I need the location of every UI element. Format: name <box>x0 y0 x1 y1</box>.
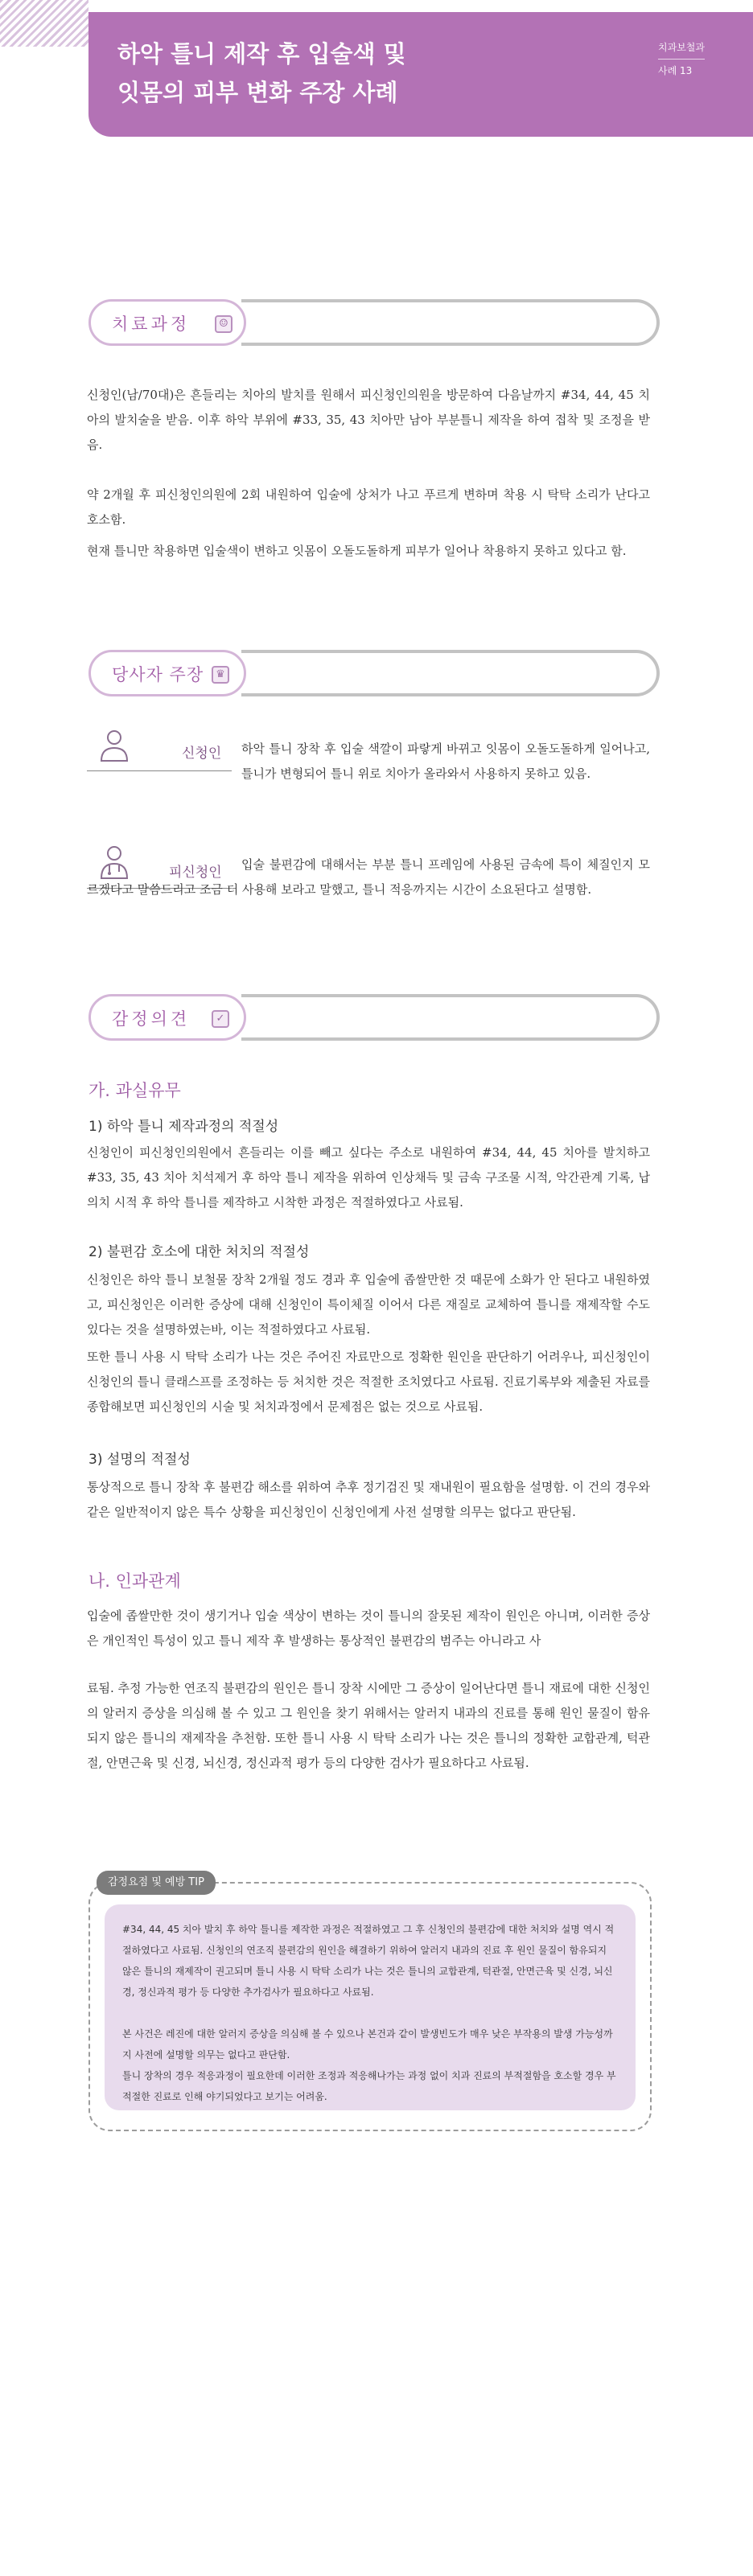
page-title-line1: 하악 틀니 제작 후 입술색 및 <box>117 40 406 68</box>
tip-box-inner <box>105 1904 636 2110</box>
category-divider <box>658 59 705 60</box>
header-stripes <box>0 0 88 47</box>
tip-para-3: 틀니 장착의 경우 적응과정이 필요한데 이러한 조정과 적응해나가는 과정 없이 치과 진료의 부적절함을 호소할 경우 부적절한 진료로 인해 야기되었다고 보기는 어려움. <box>122 2070 616 2102</box>
section-bar <box>241 299 660 346</box>
case-category <box>658 38 705 80</box>
treatment-para-2: 약 2개월 후 피신청인의원에 2회 내원하여 입술에 상처가 나고 푸르게 변하며 착용 시 탁탁 소리가 난다고 호소함. <box>87 487 650 527</box>
tip-para-1: #34, 44, 45 치아 발치 후 하악 틀니를 제작한 과정은 적절하였고 그 후 신청인의 불편감에 대한 처치와 설명 역시 적절하였다고 사료됨. 신청인의 연조직 불편감의 원인을 해결하기 위하여 알러지 내과의 진료 후 원인 물질이 함유되지 않은 틀니의 재제작이 권고되며 틀니 사용 시 탁탁 소리가 나는 것은 틀니의 교합관계, 턱관절, 안면근육 및 신경, 뇌신경, 정신과적 평가 등 다양한 추가검사가 필요하다고 사료됨. <box>122 1924 615 1998</box>
tip-box <box>88 1882 652 2131</box>
section-title: 감정의견 <box>112 1009 191 1029</box>
heading-complaint-treatment: 2) 불편감 호소에 대한 처치의 적절성 <box>88 1244 310 1260</box>
subheading-causality: 나. 인과관계 <box>88 1571 181 1591</box>
applicant-underline <box>87 770 232 771</box>
applicant-label: 신청인 <box>182 746 222 762</box>
heading-explanation: 3) 설명의 적절성 <box>88 1452 191 1468</box>
section-header-treatment <box>88 299 660 351</box>
tooth-chat-icon: ☺ <box>215 315 232 333</box>
page-header <box>88 12 753 137</box>
section-pill <box>88 994 246 1041</box>
heading-denture-process: 1) 하악 틀니 제작과정의 적절성 <box>88 1119 279 1135</box>
applicant-person-icon <box>98 729 130 766</box>
opinion-para-2a: 신청인은 하악 틀니 보철물 장착 2개월 정도 경과 후 입술에 좁쌀만한 것 때문에 소화가 안 된다고 내원하였고, 피신청인은 이러한 증상에 대해 신청인이 특이체질 이어서 다른 재질로 교체하여 틀니를 재제작할 수도 있다는 것을 설명하였는바, 이는 적절하였다고 사료됨. <box>87 1272 650 1337</box>
tip-para-2: 본 사건은 레진에 대한 알러지 증상을 의심해 볼 수 있으나 본건과 같이 발생빈도가 매우 낮은 부작용의 발생 가능성까지 사전에 설명할 의무는 없다고 판단함. <box>122 2028 613 2060</box>
opinion-para-2b: 또한 틀니 사용 시 탁탁 소리가 나는 것은 주어진 자료만으로 정확한 원인을 판단하기 어려우나, 피신청인이 신청인의 틀니 클래스프를 조정하는 등 처치한 것은 적절한 조치였다고 사료됨. 진료기록부와 제출된 자료를 종합해보면 피신청인의 시술 및 처치과정에서 문제점은 없는 것으로 사료됨. <box>87 1350 650 1414</box>
section-bar <box>241 650 660 696</box>
check-icon: ✓ <box>212 1010 229 1028</box>
section-header-opinion <box>88 994 660 1046</box>
opinion-para-1: 신청인이 피신청인의원에서 흔들리는 이를 빼고 싶다는 주소로 내원하여 #34, 44, 45 치아를 발치하고 #33, 35, 43 치아 치석제거 후 하악 틀니 제작을 위하여 인상채득 및 금속 구조물 시적, 악간관계 기록, 납의치 시적 후 하악 틀니를 제작하고 시착한 과정은 적절하였다고 사료됨. <box>87 1145 650 1210</box>
tooth-icon: ♛ <box>212 666 229 684</box>
section-pill <box>88 299 246 346</box>
section-header-claims <box>88 650 660 701</box>
opinion-para-3: 통상적으로 틀니 장착 후 불편감 해소를 위하여 추후 정기검진 및 재내원이 필요함을 설명함. 이 건의 경우와 같은 일반적이지 않은 특수 상황을 피신청인이 신청인에게 사전 설명할 의무는 없다고 판단됨. <box>87 1480 650 1519</box>
section-title: 당사자 주장 <box>112 665 204 684</box>
category-label: 치과보철과 <box>658 42 705 53</box>
case-number: 사례 13 <box>658 65 693 76</box>
treatment-para-3: 현재 틀니만 착용하면 입술색이 변하고 잇몸이 오돌도돌하게 피부가 일어나 착용하지 못하고 있다고 함. <box>87 544 627 558</box>
section-title: 치료과정 <box>112 314 191 334</box>
respondent-label: 피신청인 <box>169 865 222 881</box>
section-bar <box>241 994 660 1041</box>
opinion-para-4: 입술에 좁쌀만한 것이 생기거나 입술 색상이 변하는 것이 틀니의 잘못된 제작이 원인은 아니며, 이러한 증상은 개인적인 특성이 있고 틀니 제작 후 발생하는 통상적인 불편감의 범주는 아니라고 사 <box>87 1608 650 1648</box>
respondent-text: 입술 불편감에 대해서는 부분 틀니 프레임에 사용된 금속에 특이 체질인지 모르겠다고 말씀드리고 조금 더 사용해 보라고 말했고, 틀니 적응까지는 시간이 소요된다고 설명함. <box>87 857 650 897</box>
section-pill <box>88 650 246 696</box>
applicant-text: 하악 틀니 장착 후 입술 색깔이 파랗게 바뀌고 잇몸이 오돌도돌하게 일어나고, 틀니가 변형되어 틀니 위로 치아가 올라와서 사용하지 못하고 있음. <box>241 742 650 781</box>
subheading-negligence: 가. 과실유무 <box>88 1081 181 1100</box>
treatment-para-1: 신청인(남/70대)은 흔들리는 치아의 발치를 원해서 피신청인의원을 방문하여 다음날까지 #34, 44, 45 치아의 발치술을 받음. 이후 하악 부위에 #33, 35, 43 치아만 남아 부분틀니 제작을 하여 접착 및 조정을 받음. <box>87 388 650 452</box>
page-title-line2: 잇몸의 피부 변화 주장 사례 <box>117 79 398 106</box>
page-title <box>117 35 568 112</box>
opinion-para-5: 료됨. 추정 가능한 연조직 불편감의 원인은 틀니 장착 시에만 그 증상이 일어난다면 틀니 재료에 대한 신청인의 알러지 증상을 의심해 볼 수 있고 그 원인을 찾기 위해서는 알러지 내과의 진료를 통해 원인 물질이 함유되지 않은 틀니의 재제작을 추천함. 또한 틀니 사용 시 탁탁 소리가 나는 것은 틀니의 정확한 교합관계, 턱관절, 안면근육 및 신경, 뇌신경, 정신과적 평가 등의 다양한 검사가 필요하다고 사료됨. <box>87 1681 650 1770</box>
tip-badge: 감정요점 및 예방 TIP <box>97 1871 216 1895</box>
